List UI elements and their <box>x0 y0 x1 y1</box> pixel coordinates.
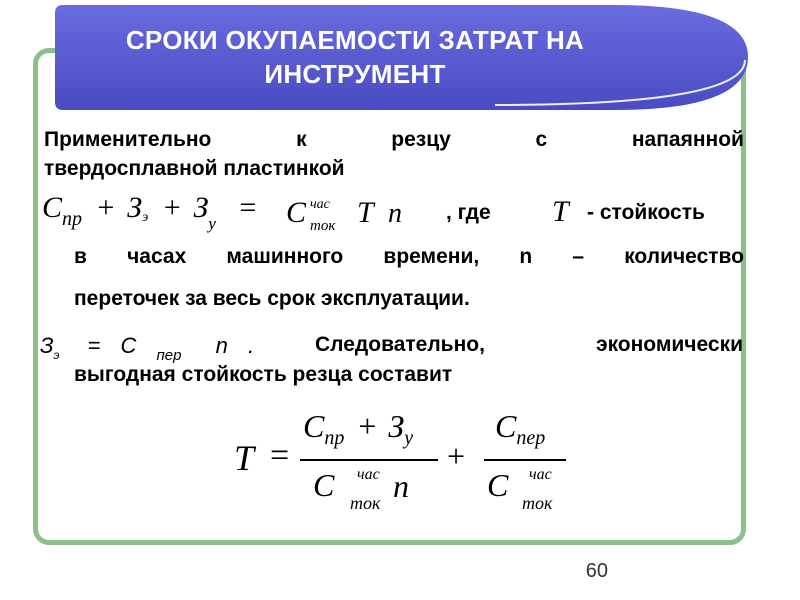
text-durability: - стойкость <box>587 201 705 224</box>
formula-superscript: час <box>310 197 330 212</box>
formula-symbol: З <box>193 191 209 224</box>
word: в <box>74 245 87 268</box>
formula-symbol: n <box>215 333 228 358</box>
formula-operator: . <box>248 333 255 358</box>
formula-operator: = <box>270 437 290 474</box>
formula-symbol: C <box>495 408 517 444</box>
formula-operator: + <box>447 438 466 474</box>
fraction-2-bar <box>484 459 566 461</box>
word: машинного <box>226 245 344 268</box>
formula-subscript: пер <box>156 347 182 364</box>
fraction-1-bar <box>300 459 438 461</box>
word: к <box>296 128 307 151</box>
formula-symbol: n <box>393 468 409 504</box>
text-where: , где <box>446 201 491 224</box>
formula-superscript: час <box>357 466 380 483</box>
formula-symbol: T <box>357 196 374 229</box>
word: напаянной <box>631 128 744 151</box>
formula-cost-sum <box>42 191 258 233</box>
title-line-2: ИНСТРУМЕНТ <box>264 59 446 89</box>
paragraph-2-line-1 <box>74 245 744 269</box>
word: с <box>535 128 548 151</box>
formula-subscript: пр <box>62 208 83 230</box>
word: n <box>519 245 533 268</box>
slide-title <box>55 23 655 91</box>
formula-subscript: э <box>142 210 149 225</box>
word: резцу <box>391 128 451 151</box>
fraction-2-denominator-C: C <box>487 467 509 503</box>
formula-subscript: пер <box>516 427 546 449</box>
word: Следовательно, <box>315 333 485 356</box>
word: времени, <box>383 245 480 268</box>
formula-operator: + <box>95 191 116 224</box>
formula-subscript: ток <box>522 493 553 513</box>
fraction-2-numerator <box>495 408 546 449</box>
formula-subscript: пр <box>324 427 345 449</box>
word: экономически <box>595 333 743 356</box>
formula-subscript: ток <box>350 493 381 513</box>
word: часах <box>127 245 187 268</box>
formula-symbol: C <box>286 196 307 229</box>
word: Применительно <box>44 128 212 151</box>
formula-symbol: C <box>42 191 63 224</box>
formula-symbol: C <box>303 408 325 444</box>
formula-T: T <box>234 438 255 478</box>
formula-operator: + <box>358 408 377 444</box>
formula-subscript: у <box>404 427 414 449</box>
word: – <box>572 245 585 268</box>
formula-operator: + <box>161 191 183 224</box>
formula-subscript: ток <box>310 218 336 234</box>
formula-superscript: час <box>529 466 552 483</box>
formula-symbol: З <box>388 408 405 444</box>
paragraph-1-line-2: твердосплавной пластинкой <box>44 157 345 180</box>
title-line-1: СРОКИ ОКУПАЕМОСТИ ЗАТРАТ НА <box>125 25 585 55</box>
paragraph-3-line-2: выгодная стойкость резца составит <box>74 363 453 386</box>
formula-operator: = <box>237 191 258 224</box>
formula-subscript: э <box>53 348 60 362</box>
fraction-1-denominator-C: C <box>313 467 335 503</box>
word: количество <box>624 245 744 268</box>
fraction-1-numerator <box>303 408 414 449</box>
formula-operator: = <box>87 333 101 358</box>
formula-rhs <box>286 196 306 230</box>
formula-symbol: З <box>127 191 143 224</box>
formula-subscript: у <box>208 214 216 233</box>
formula-symbol: n <box>388 198 402 229</box>
formula-symbol: C <box>120 333 137 358</box>
title-banner <box>55 5 748 110</box>
formula-symbol: З <box>40 333 54 358</box>
formula-regrind-cost <box>40 333 255 364</box>
paragraph-1-line-1 <box>44 128 744 152</box>
paragraph-3-line-1 <box>315 333 743 357</box>
page-number: 60 <box>585 560 608 582</box>
formula-symbol: T <box>552 195 569 228</box>
paragraph-2-line-2: переточек за весь срок эксплуатации. <box>74 287 470 310</box>
